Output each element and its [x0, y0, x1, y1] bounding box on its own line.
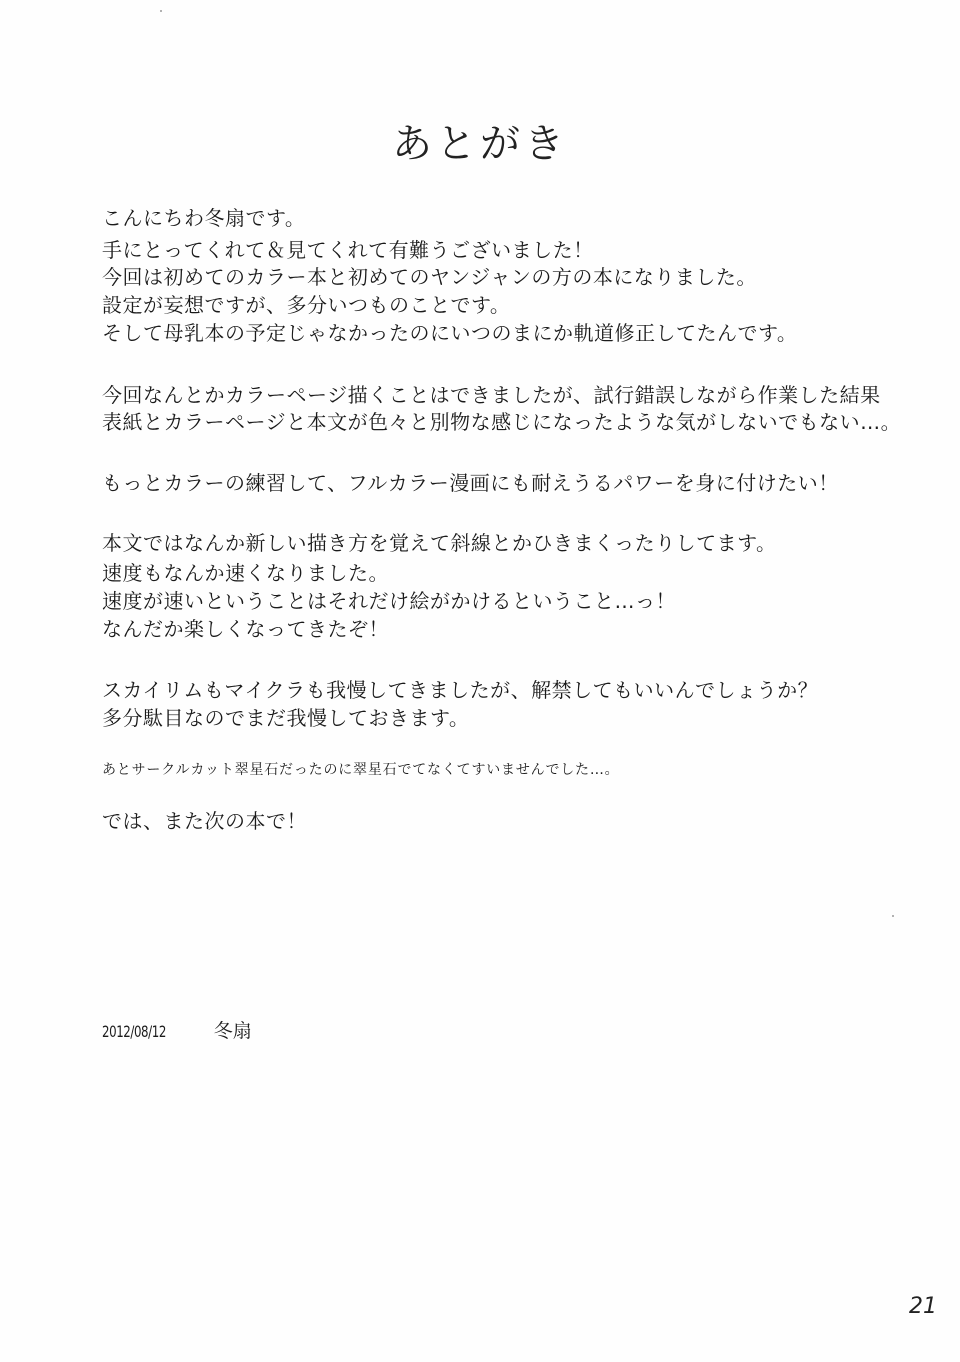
body-line: なんだか楽しくなってきたぞ！ — [102, 617, 389, 641]
body-line: もっとカラーの練習して、フルカラー漫画にも耐えうるパワーを身に付けたい！ — [102, 471, 839, 495]
page-number: 21 — [909, 1294, 937, 1319]
body-line: そして母乳本の予定じゃなかったのにいつのまにか軌道修正してたんです。 — [102, 321, 798, 345]
body-line: 今回は初めてのカラー本と初めてのヤンジャンの方の本になりました。 — [102, 265, 757, 289]
page-title: あとがき — [392, 121, 568, 167]
body-line: 速度もなんか速くなりました。 — [102, 561, 389, 585]
body-line: 本文ではなんか新しい描き方を覚えて斜線とかひきまくったりしてます。 — [102, 531, 777, 555]
body-line: 速度が速いということはそれだけ絵がかけるということ…っ！ — [102, 589, 676, 613]
signature-author: 冬扇 — [213, 1020, 252, 1042]
body-line: 表紙とカラーページと本文が色々と別物な感じになったような気がしないでもない…。 — [102, 410, 902, 434]
signature-date: 2012/08/12 — [102, 1022, 166, 1041]
body-line: 手にとってくれて＆見てくれて有難うございました！ — [102, 238, 594, 262]
body-line: こんにちわ冬扇です。 — [102, 206, 306, 230]
body-line: 設定が妄想ですが、多分いつものことです。 — [102, 293, 511, 317]
body-line-small: あとサークルカット翠星石だったのに翠星石でてなくてすいませんでした…。 — [102, 762, 620, 778]
body-line: スカイリムもマイクラも我慢してきましたが、解禁してもいいんでしょうか？ — [102, 678, 819, 702]
body-line: 今回なんとかカラーページ描くことはできましたが、試行錯誤しながら作業した結果 — [102, 383, 881, 407]
body-line: では、また次の本で！ — [102, 809, 307, 833]
paper-speck — [892, 915, 894, 917]
body-line: 多分駄目なのでまだ我慢しておきます。 — [102, 706, 470, 730]
signature — [102, 1016, 252, 1043]
paper-speck — [160, 10, 162, 12]
